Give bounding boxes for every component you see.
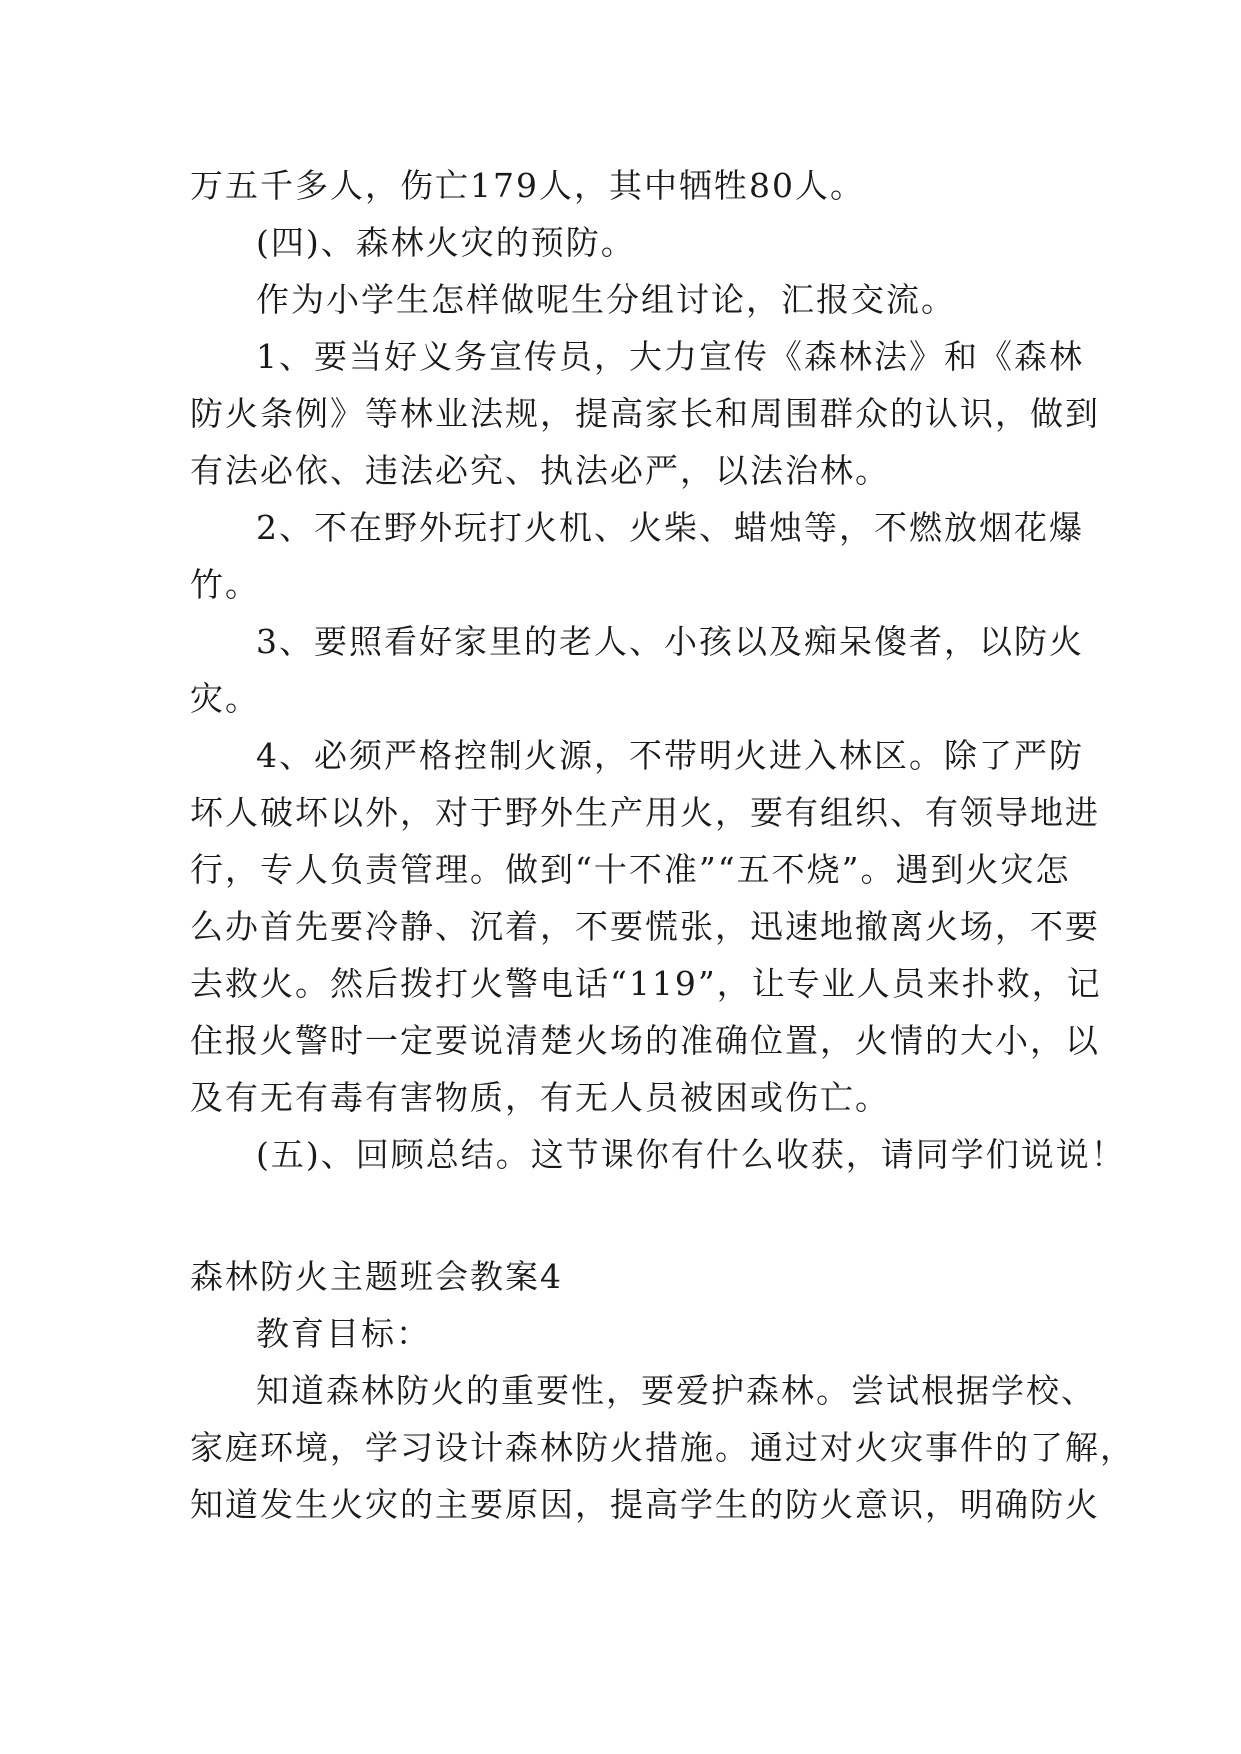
section-heading-prevention: (四)、森林火灾的预防。 bbox=[256, 223, 636, 262]
list-item-4-line-1: 4、必须严格控制火源，不带明火进入林区。除了严防 bbox=[256, 736, 1084, 775]
list-item-4-line-2: 坏人破坏以外，对于野外生产用火，要有组织、有领导地进 bbox=[190, 793, 1100, 832]
objectives-line-1: 知道森林防火的重要性，要爱护森林。尝试根据学校、 bbox=[256, 1371, 1096, 1410]
list-item-1-line-2: 防火条例》等林业法规，提高家长和周围群众的认识，做到 bbox=[190, 394, 1100, 433]
document-title: 森林防火主题班会教案4 bbox=[190, 1257, 563, 1296]
list-item-1-line-3: 有法必依、违法必究、执法必严，以法治林。 bbox=[190, 451, 890, 490]
list-item-4-line-7: 及有无有毒有害物质，有无人员被困或伤亡。 bbox=[190, 1078, 890, 1117]
list-item-4-line-4: 么办首先要冷静、沉着，不要慌张，迅速地撤离火场，不要 bbox=[190, 907, 1100, 946]
list-item-4-line-5: 去救火。然后拨打火警电话“119”，让专业人员来扑救，记 bbox=[190, 964, 1102, 1003]
section-heading-summary: (五)、回顾总结。这节课你有什么收获，请同学们说说！ bbox=[256, 1135, 1126, 1174]
objectives-line-2: 家庭环境，学习设计森林防火措施。通过对火灾事件的了解， bbox=[190, 1428, 1135, 1467]
list-item-3-line-1: 3、要照看好家里的老人、小孩以及痴呆傻者，以防火 bbox=[256, 622, 1084, 661]
list-item-4-line-6: 住报火警时一定要说清楚火场的准确位置，火情的大小，以 bbox=[190, 1021, 1100, 1060]
text-line-3: 作为小学生怎样做呢生分组讨论，汇报交流。 bbox=[256, 280, 956, 319]
objectives-line-3: 知道发生火灾的主要原因，提高学生的防火意识，明确防火 bbox=[190, 1485, 1100, 1524]
list-item-2-line-1: 2、不在野外玩打火机、火柴、蜡烛等，不燃放烟花爆 bbox=[256, 508, 1084, 547]
list-item-4-line-3: 行，专人负责管理。做到“十不准”“五不烧”。遇到火灾怎 bbox=[190, 850, 1071, 889]
text-line-1: 万五千多人，伤亡179人，其中牺牲80人。 bbox=[190, 166, 865, 205]
list-item-2-line-2: 竹。 bbox=[190, 565, 260, 604]
list-item-3-line-2: 灾。 bbox=[190, 679, 260, 718]
list-item-1-line-1: 1、要当好义务宣传员，大力宣传《森林法》和《森林 bbox=[256, 337, 1084, 376]
subheading-objectives: 教育目标： bbox=[256, 1314, 431, 1353]
